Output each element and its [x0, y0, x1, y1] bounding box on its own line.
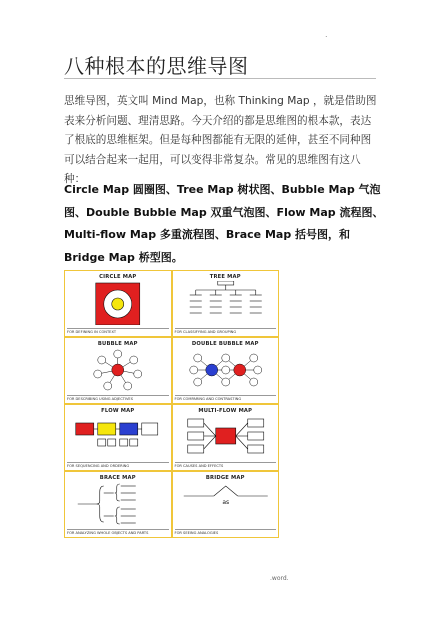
bridge-as-label: as	[221, 499, 229, 506]
page-title: 八种根本的思维导图	[64, 54, 249, 78]
tree-map-icon	[173, 281, 279, 325]
panel-title: DOUBLE BUBBLE MAP	[191, 341, 259, 347]
bridge-map-panel	[173, 472, 279, 537]
panel-caption: FOR ANALYZING WHOLE OBJECTS AND PARTS	[67, 529, 169, 535]
page-footer: .word.	[270, 575, 289, 582]
double-bubble-map-icon	[173, 348, 279, 392]
corner-dot: .	[325, 30, 328, 39]
panel-caption: FOR CAUSES AND EFFECTS	[175, 462, 277, 468]
panel-caption: FOR SEQUENCING AND ORDERING	[67, 462, 169, 468]
bubble-map-icon	[65, 348, 171, 392]
panel-caption: FOR CLASSIFYING AND GROUPING	[175, 328, 277, 334]
panel-caption: FOR COMPARING AND CONTRASTING	[175, 395, 277, 401]
panel-title: FLOW MAP	[101, 408, 135, 414]
circle-map-icon	[65, 281, 171, 325]
flow-map-panel	[65, 405, 171, 470]
bridge-map-icon	[173, 482, 279, 526]
panel-title: BUBBLE MAP	[97, 341, 138, 347]
map-list-paragraph: Circle Map 圆圈图、Tree Map 树状图、Bubble Map 气泡图、Double Bubble Map 双重气泡图、Flow Map 流程图、Multi-flow Map 多重流程图、Brace Map 括号图，和 Bridge Map 桥型图。	[64, 183, 384, 264]
intro-paragraph: 思维导图，英文叫 Mind Map，也称 Thinking Map ，就是借助图表来分析问题、理清思路。今天介绍的都是思维图的根本款，表达了根底的思维框架。但是每种图都能有无限的延伸，甚至不同种图可以结合起来一起用，可以变得非常复杂。常见的思维图有这八种：	[64, 95, 377, 185]
panel-caption: FOR SEEING ANALOGIES	[175, 529, 277, 535]
brace-map-panel	[65, 472, 171, 537]
multi-flow-map-icon	[173, 415, 279, 459]
double-bubble-map-panel	[173, 338, 279, 403]
tree-map-panel	[173, 271, 279, 336]
panel-title: MULTI-FLOW MAP	[198, 408, 253, 414]
flow-map-icon	[65, 415, 171, 459]
panel-title: BRIDGE MAP	[205, 475, 245, 481]
thinking-maps-figure	[64, 270, 279, 538]
panel-title: CIRCLE MAP	[99, 274, 137, 280]
title-divider	[64, 78, 376, 79]
panel-caption: FOR DESCRIBING USING ADJECTIVES	[67, 395, 169, 401]
brace-map-icon	[65, 482, 171, 526]
panel-caption: FOR DEFINING IN CONTEXT	[67, 328, 169, 334]
panel-title: BRACE MAP	[99, 475, 136, 481]
bubble-map-panel	[65, 338, 171, 403]
panel-title: TREE MAP	[209, 274, 241, 280]
multi-flow-map-panel	[173, 405, 279, 470]
circle-map-panel	[65, 271, 171, 336]
